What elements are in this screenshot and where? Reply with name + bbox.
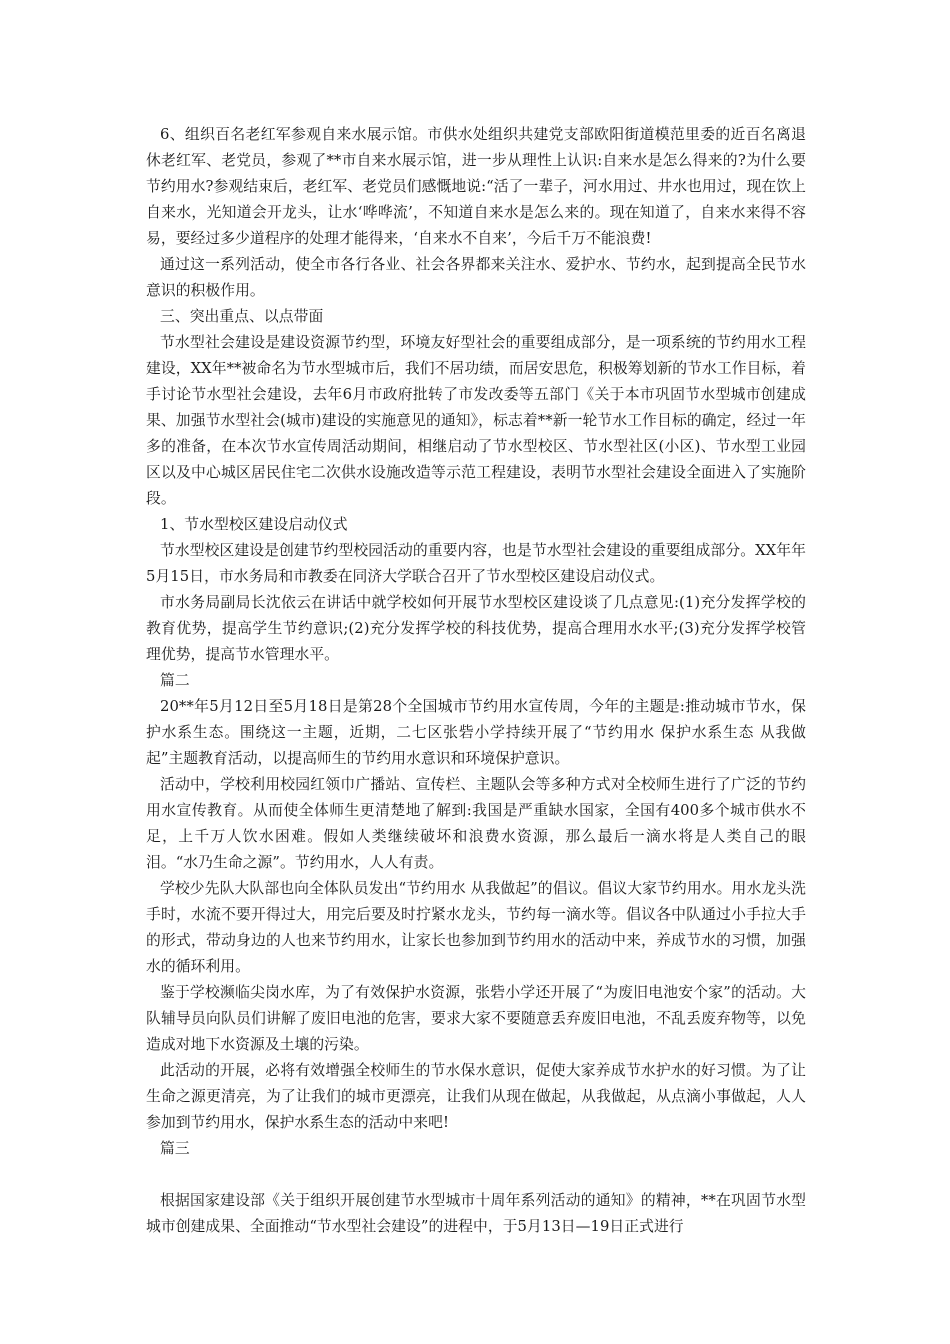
paragraph-young-pioneers-initiative: 学校少先队大队部也向全体队员发出“节约用水 从我做起”的倡议。倡议大家节约用水。用水龙头洗手时，水流不要开得过大，用完后要及时拧紧水龙头，节约每一滴水等。倡议各中队通过小手拉大手的形式，带动身边的人也来节约用水，让家长也参加到节约用水的活动中来，养成节水的习惯，加强水的循环利用。 — [146, 880, 806, 975]
blank-line — [146, 1162, 806, 1188]
paragraph-campus-education: 活动中，学校利用校园红领巾广播站、宣传栏、主题队会等多种方式对全校师生进行了广泛的节约用水宣传教育。从而使全体师生更清楚地了解到:我国是严重缺水国家，全国有400多个城市供水不足，上千万人饮水困难。假如人类继续破坏和浪费水资源，那么最后一滴水将是人类自己的眼泪。“水乃生命之源”。节约用水，人人有责。 — [146, 776, 806, 871]
subheading-campus-ceremony: 1、节水型校区建设启动仪式 — [160, 516, 348, 533]
paragraph-activity-conclusion: 此活动的开展，必将有效增强全校师生的节水保水意识，促使大家养成节水护水的好习惯。为了让生命之源更清亮，为了让我们的城市更漂亮，让我们从现在做起，从我做起，从点滴小事做起，人人参加到节约用水，保护水系生态的活动中来吧! — [146, 1062, 806, 1131]
paragraph-activity-effect: 通过这一系列活动，使全市各行各业、社会各界都来关注水、爱护水、节约水，起到提高全民节水意识的积极作用。 — [146, 256, 806, 299]
part-heading-two: 篇二 — [160, 672, 190, 689]
paragraph-publicity-week: 20**年5月12日至5月18日是第28个全国城市节约用水宣传周，今年的主题是:推动城市节水，保护水系生态。围绕这一主题，近期，二七区张砦小学持续开展了“节约用水 保护水系生态 从我做起”主题教育活动，以提高师生的节约用水意识和环境保护意识。 — [146, 698, 806, 767]
part-heading-three: 篇三 — [160, 1140, 190, 1157]
document-body — [146, 122, 806, 1240]
paragraph-ministry-notice: 根据国家建设部《关于组织开展创建节水型城市十周年系列活动的通知》的精神，**在巩固节水型城市创建成果、全面推动“节水型社会建设”的进程中，于5月13日—19日正式进行 — [146, 1192, 806, 1235]
paragraph-battery-activity: 鉴于学校濒临尖岗水库，为了有效保护水资源，张砦小学还开展了“为废旧电池安个家”的活动。大队辅导员向队员们讲解了废旧电池的危害，要求大家不要随意丢弃废旧电池，不乱丢废弃物等，以免造成对地下水资源及土壤的污染。 — [146, 984, 806, 1053]
paragraph-red-army-visit: 6、组织百名老红军参观自来水展示馆。市供水处组织共建党支部欧阳街道模范里委的近百名离退休老红军、老党员，参观了**市自来水展示馆，进一步从理性上认识:自来水是怎么得来的?为什么要节约用水?参观结束后，老红军、老党员们感慨地说:“活了一辈子，河水用过、井水也用过，现在饮上自来水，光知道会开龙头，让水‘哗哗流’，不知道自来水是怎么来的。现在知道了，自来水来得不容易，要经过多少道程序的处理才能得来，‘自来水不自来’，今后千万不能浪费! — [146, 126, 806, 247]
paragraph-water-saving-society: 节水型社会建设是建设资源节约型，环境友好型社会的重要组成部分，是一项系统的节约用水工程建设，XX年**被命名为节水型城市后，我们不居功绩，而居安思危，积极筹划新的节水工作目标，着手讨论节水型社会建设，去年6月市政府批转了市发改委等五部门《关于本市巩固节水型城市创建成果、加强节水型社会(城市)建设的实施意见的通知》，标志着**新一轮节水工作目标的确定，经过一年多的准备，在本次节水宣传周活动期间，相继启动了节水型校区、节水型社区(小区)、节水型工业园区以及中心城区居民住宅二次供水设施改造等示范工程建设，表明节水型社会建设全面进入了实施阶段。 — [146, 334, 806, 507]
paragraph-deputy-speech: 市水务局副局长沈依云在讲话中就学校如何开展节水型校区建设谈了几点意见:(1)充分发挥学校的教育优势，提高学生节约意识;(2)充分发挥学校的科技优势，提高合理用水水平;(3)充分发挥学校管理优势，提高节水管理水平。 — [146, 594, 806, 663]
section-heading-focus: 三、突出重点、以点带面 — [160, 308, 324, 325]
paragraph-campus-construction: 节水型校区建设是创建节约型校园活动的重要内容，也是节水型社会建设的重要组成部分。XX年年5月15日，市水务局和市教委在同济大学联合召开了节水型校区建设启动仪式。 — [146, 542, 806, 585]
